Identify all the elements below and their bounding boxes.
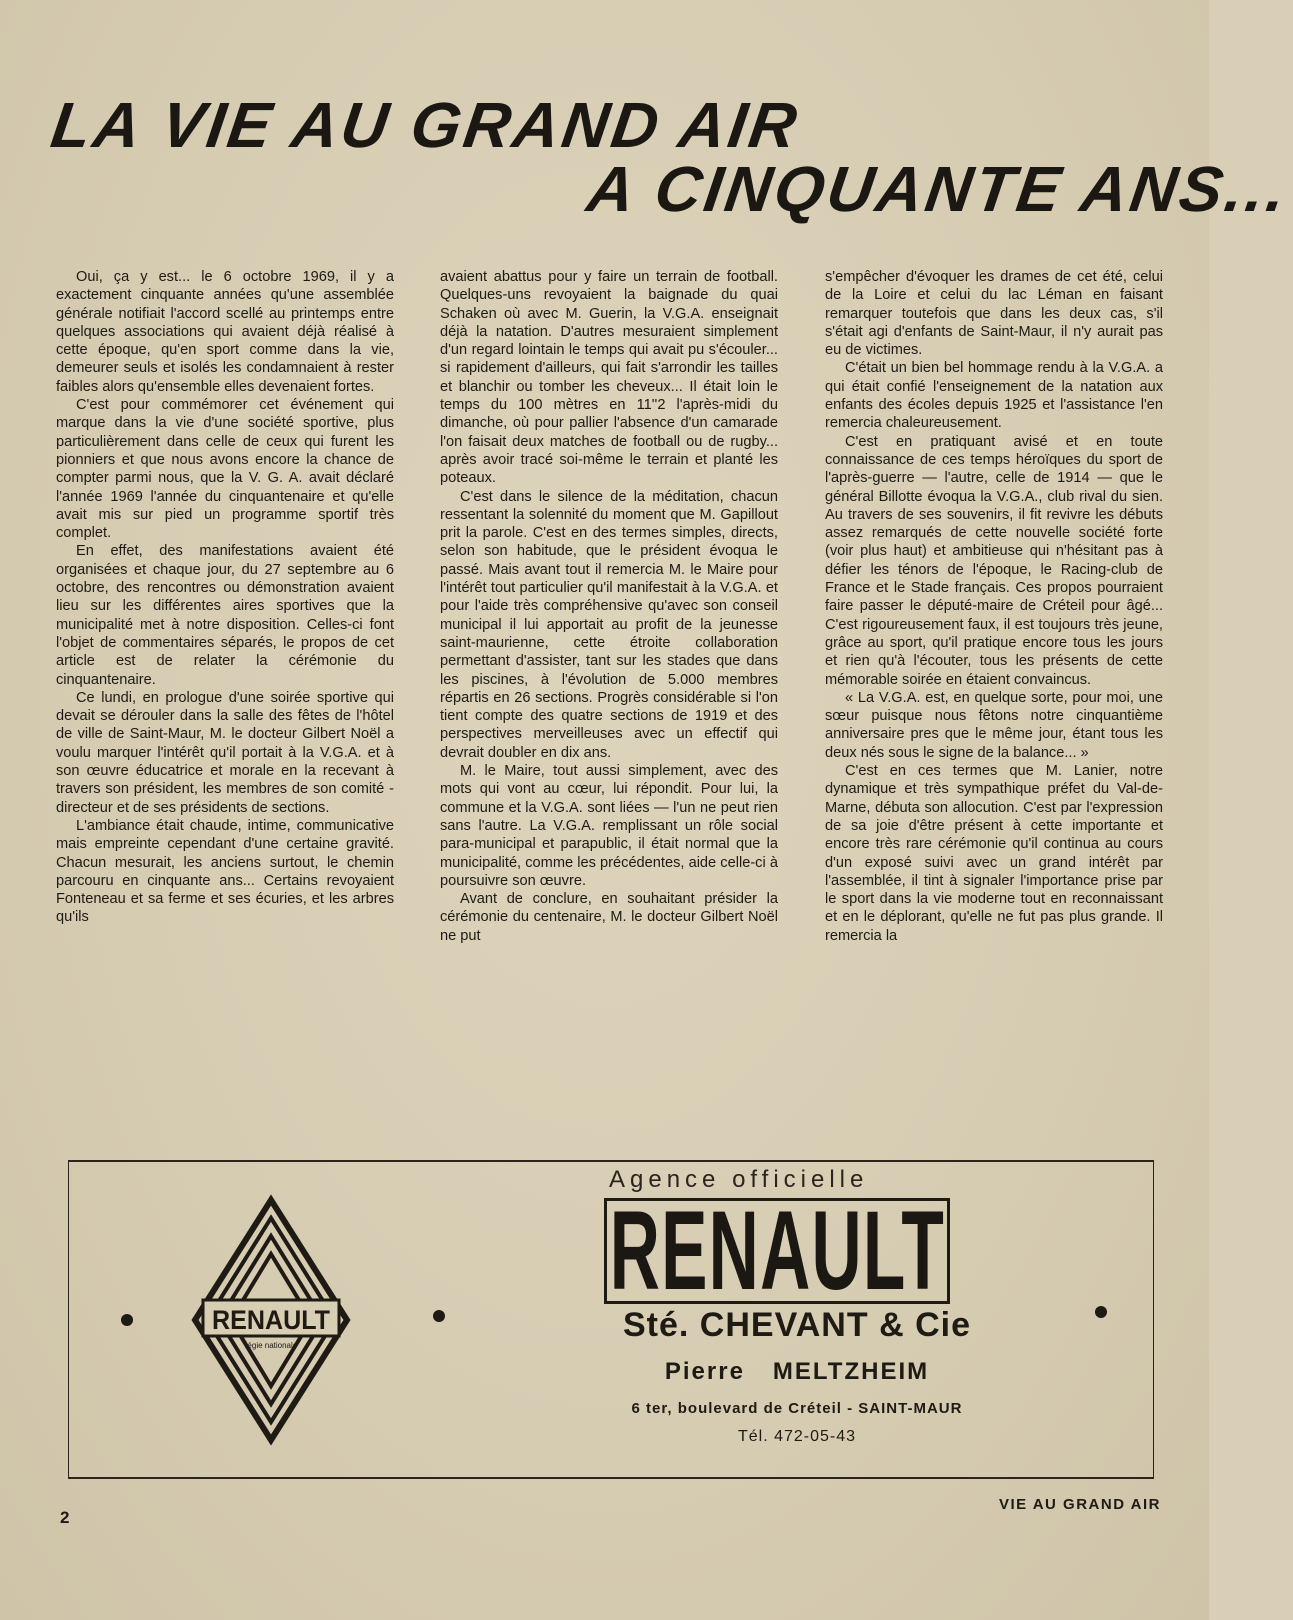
company-address: 6 ter, boulevard de Créteil - SAINT-MAUR	[631, 1400, 963, 1417]
article-column-1	[56, 268, 394, 927]
logo-brand-text: RENAULT	[212, 1305, 331, 1335]
logo-subtitle-text: régie nationale	[244, 1341, 298, 1350]
article-paragraph: C'était un bien bel hommage rendu à la V.G.A. a qui était confié l'enseignement de la natation aux enfants des écoles depuis 1925 et l'assistance l'en remercia chaleureusement.	[825, 360, 1163, 432]
renault-wordmark-box	[604, 1188, 950, 1313]
article-paragraph: « La V.G.A. est, en quelque sorte, pour moi, une sœur puisque nous fêtons notre cinquantième anniversaire pres que le même jour, étant tous les deux nés sous le signe de la balance... »	[825, 689, 1163, 761]
renault-diamond-logo-icon	[191, 1196, 351, 1444]
company-phone: Tél. 472-05-43	[737, 1428, 857, 1445]
agence-officielle-label: Agence officielle	[609, 1166, 869, 1193]
page-number: 2	[60, 1508, 70, 1527]
article-paragraph: C'est pour commémorer cet événement qui marque dans la vie d'une société sportive, plus particulièrement dans celle de ceux qui furent les pionniers et que nous avons encore la chance de compter parmi nous, que la V. G. A. avait déclaré l'année 1969 l'année du cinquantenaire et qu'elle avait mis sur pied un programme sportif très complet.	[56, 397, 394, 542]
article-column-3	[825, 268, 1163, 945]
headline-line-1: LA VIE AU GRAND AIR	[46, 89, 804, 161]
article-paragraph: En effet, des manifestations avaient été organisées et chaque jour, du 27 septembre au 6 octobre, des rencontres ou démonstration avaient lieu sur les différentes aires sportives que la municipalité met à notre disposition. Celles-ci font l'objet de commentaires séparés, le propos de cet article est de relater la cérémonie du cinquantenaire.	[56, 543, 394, 688]
article-column-2	[440, 268, 778, 945]
article-paragraph: Avant de conclure, en souhaitant présider la cérémonie du centenaire, M. le docteur Gilbert Noël ne put	[440, 891, 778, 944]
bullet-dot-icon	[433, 1310, 445, 1322]
bullet-dot-icon	[121, 1314, 133, 1326]
article-paragraph: Ce lundi, en prologue d'une soirée sportive qui devait se dérouler dans la salle des fêtes de l'hôtel de ville de Saint-Maur, M. le docteur Gilbert Noël a voulu marquer l'intérêt qu'il portait à la V.G.A. et à son œuvre éducatrice et morale en la recevant à travers son président, les membres de son comité - directeur et de ses présidents de sections.	[56, 689, 394, 816]
renault-wordmark: RENAULT	[609, 1188, 945, 1313]
article-paragraph: s'empêcher d'évoquer les drames de cet été, celui de la Loire et celui du lac Léman en faisant remarquer toutefois que dans les deux cas, s'il s'était agi d'enfants de Saint-Maur, il n'y aurait pas eu de victimes.	[825, 269, 1163, 359]
contact-last-name: MELTZHEIM	[772, 1358, 930, 1385]
article-paragraph: C'est en ces termes que M. Lanier, notre dynamique et très sympathique préfet du Val-de-Marne, débuta son allocution. C'est par l'expression de sa joie d'être présent à cette importante et encore très rare cérémonie qu'il continua au cours d'un exposé suivi avec un grand intérêt par l'assemblée, il tint à signaler l'importance prise par le sport dans la vie moderne tout en reconnaissant et en le déplorant, qu'elle ne fut pas plus grande. Il remercia la	[825, 763, 1163, 944]
article-paragraph: Oui, ça y est... le 6 octobre 1969, il y a exactement cinquante années qu'une assemblée générale notifiait l'accord scellé au printemps entre quelques associations qui avaient déjà réalisé à cette époque, qu'en sport comme dans la vie, demeurer seuls et isolés les condamnaient à rester faibles alors qu'ensemble elles devenaient fortes.	[56, 269, 394, 395]
renault-advertisement	[68, 1160, 1154, 1479]
headline-line-2: A CINQUANTE ANS...	[582, 153, 1293, 225]
article-paragraph: M. le Maire, tout aussi simplement, avec des mots qui vont au cœur, lui répondit. Pour lui, la commune et la V.G.A. sont liées — l'un ne peut rien sans l'autre. La V.G.A. remplissant un rôle social para-municipal et parapublic, il était normal que la municipalité, comme les précédentes, aide celle-ci à poursuivre son œuvre.	[440, 763, 778, 889]
bullet-dot-icon	[1095, 1306, 1107, 1318]
article-paragraph: L'ambiance était chaude, intime, communicative mais empreinte cependant d'une certaine gravité. Chacun mesurait, les anciens surtout, le chemin parcouru en cinquante ans... Certains revoyaient Fonteneau et sa ferme et ses écuries, et les arbres qu'ils	[56, 817, 394, 926]
publication-title: VIE AU GRAND AIR	[998, 1496, 1161, 1513]
article-paragraph: avaient abattus pour y faire un terrain de football. Quelques-uns revoyaient la baignade du quai Schaken où avec M. Guerin, la V.G.A. enseignait déjà la natation. D'autres mesuraient simplement d'un regard lointain le temps qui avait pu s'écouler... si rapidement d'ailleurs, qui fait s'arrondir les tailles et blanchir ou tomber les cheveux... Il était loin le temps du 100 mètres en 11''2 l'après-midi du dimanche, où pour pallier l'absence d'un camarade l'on faisait deux matches de football ou de rugby... après avoir tracé soi-même le terrain et planté les poteaux.	[440, 269, 778, 487]
article-paragraph: C'est dans le silence de la méditation, chacun ressentant la solennité du moment que M. Gapillout prit la parole. C'est en des termes simples, directs, selon son habitude, que le président évoqua le passé. Mais avant tout il remercia M. le Maire pour l'intérêt tout particulier qu'il manifestait à la V.G.A. et pour l'aide très compréhensive qu'avec son conseil municipal il lui apportait au profit de la jeunesse saint-maurienne, cette étroite collaboration permettant d'assister, tant sur les stades que dans les piscines, à l'évolution de 5.000 membres répartis en 26 sections. Progrès considérable si l'on tient compte des quatre sections de 1919 et des perspectives merveilleuses avec un effectif qui devrait doubler en dix ans.	[440, 488, 778, 761]
article-paragraph: C'est en pratiquant avisé et en toute connaissance de ces temps héroïques du sport de l'après-guerre — l'autre, celle de 1914 — que le général Billotte évoqua la V.G.A., club rival du sien. Au travers de ses souvenirs, il fit revivre les débuts assez remarqués de cette nouvelle société forte (voir plus haut) et ambitieuse qui n'hésitant pas à défier les ténors de l'époque, le Racing-club de France et le Stade français. Ces propos pourraient faire passer le député-maire de Créteil pour âgé... C'est rigoureusement faux, il est toujours très jeune, grâce au sport, qu'il pratique encore tous les jours et rien qu'à l'écouter, tous les présents de cette mémorable soirée en étaient convaincus.	[825, 433, 1163, 688]
company-name: Sté. CHEVANT & Cie	[623, 1306, 971, 1344]
contact-person	[537, 1358, 1057, 1386]
contact-first-name: Pierre	[664, 1358, 745, 1385]
